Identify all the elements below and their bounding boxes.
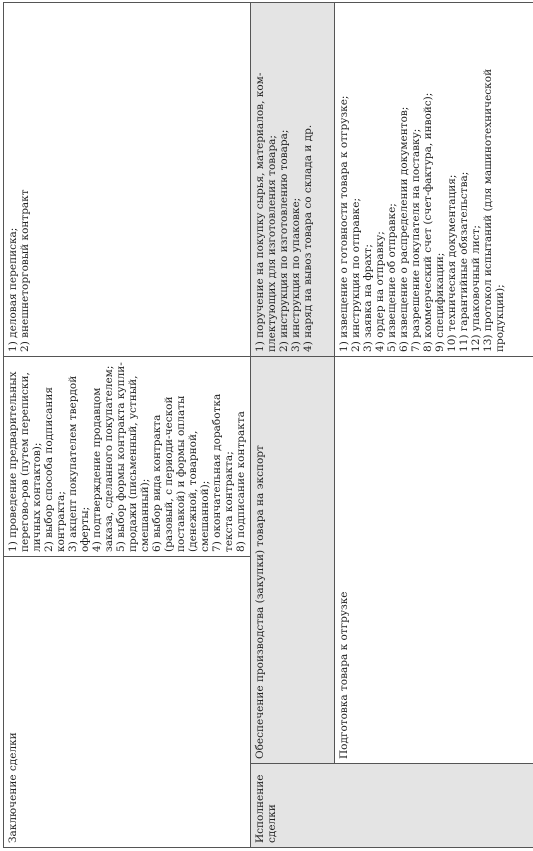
list-item: 5) выбор формы контракта купли-продажи (письменный, устный, смешанный); — [115, 362, 151, 552]
table-row — [251, 2, 335, 847]
table-row — [4, 2, 251, 847]
list-item: 1) поручение на покупку сырья, материалов, ком-плектующих для изготовления товара; — [254, 72, 278, 352]
list-item: 4) подтверждение продавцом заказа, сделанного покупателем; — [91, 365, 115, 552]
list-item: 7) окончательная доработка текста контракта; — [211, 393, 235, 552]
substage-cell: Обеспечение производства (закупки) товара на экспорт — [251, 356, 335, 763]
actions-list — [7, 361, 247, 552]
table-row — [335, 2, 533, 847]
documents-cell — [4, 2, 251, 356]
list-item: 4) ордер на отправку; — [374, 231, 386, 352]
list-item: 13) протокол испытаний (для машинотехнической продукции); — [482, 68, 506, 352]
stage-cell: Исполнение сделки — [251, 764, 533, 848]
documents-cell — [251, 2, 335, 356]
list-item: 12) упаковочный лист; — [470, 225, 482, 352]
list-item: 10) техническая документация; — [446, 174, 458, 352]
list-item: 9) спецификации; — [434, 252, 446, 352]
documents-cell — [335, 2, 533, 356]
substage-cell: Подготовка товара к отгрузке — [335, 356, 533, 763]
stage-cell: Заключение сделки — [4, 556, 251, 847]
list-item: 3) инструкция по упаковке; — [290, 197, 302, 352]
list-item: 8) коммерческий счет (счет-фактура, инвойс); — [422, 92, 434, 352]
list-item: 8) подписание контракта — [235, 411, 247, 552]
list-item: 1) деловая переписка; — [7, 227, 19, 352]
deal-stages-table — [3, 2, 533, 848]
list-item: 6) извещение о распределении документов; — [398, 106, 410, 352]
list-item: 3) заявка на фрахт; — [362, 244, 374, 352]
list-item: 6) выбор вида контракта (разовый, с периоди-ческой поставкой) и формы оплаты (денежной, товарной, смешанной); — [151, 395, 211, 552]
list-item: 1) извещение о готовности товара к отгрузке; — [338, 95, 350, 352]
list-item: 2) инструкция по изготовлению товара; — [278, 129, 290, 352]
list-item: 7) разрешение покупателя на поставку; — [410, 128, 422, 352]
actions-cell — [4, 356, 251, 556]
list-item: 5) извещение об отправке; — [386, 203, 398, 352]
list-item: 1) проведение предварительных перегово-ров (путем переписки, личных контактов); — [7, 371, 43, 552]
list-item: 11) гарантийные обязательства; — [458, 171, 470, 352]
list-item: 3) акцепт покупателем твердой оферты; — [67, 375, 91, 552]
list-item: 2) выбор способа подписания контракта; — [43, 387, 67, 552]
documents-list — [254, 7, 314, 352]
documents-list — [7, 7, 31, 352]
documents-list — [338, 7, 506, 352]
list-item: 4) наряд на вывоз товара со склада и др. — [302, 124, 314, 352]
list-item: 2) инструкция по отправке; — [350, 198, 362, 352]
list-item: 2) внешнеторговый контракт — [19, 189, 31, 352]
